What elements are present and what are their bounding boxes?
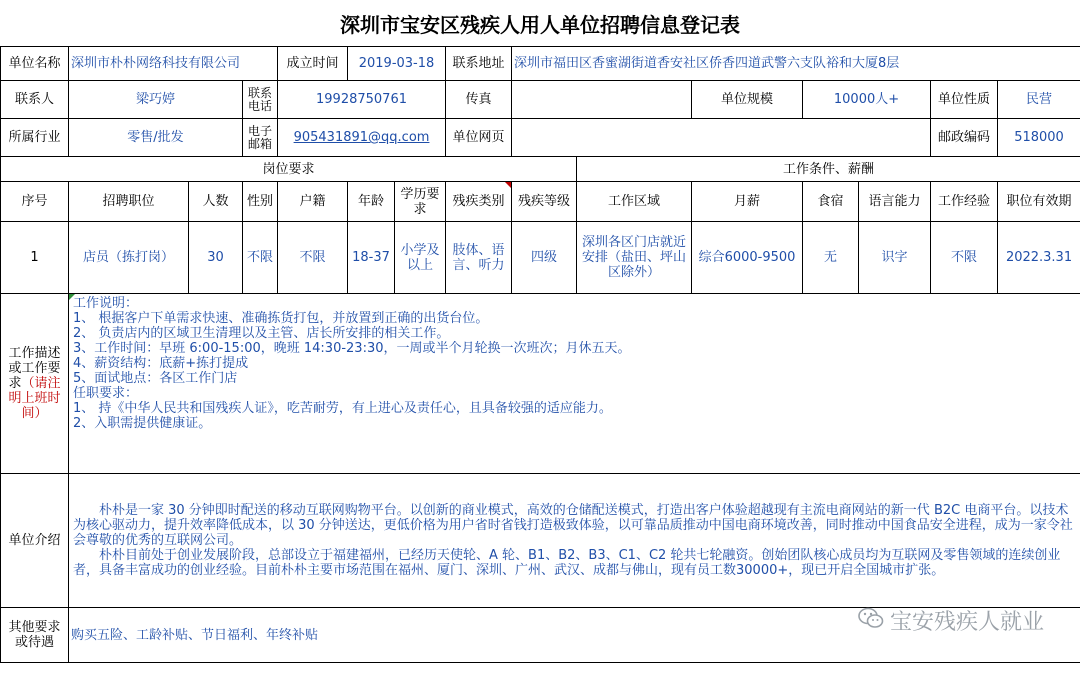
header-hukou: 户籍 (278, 182, 348, 222)
watermark (858, 605, 1044, 636)
unit-name-label: 单位名称 (1, 47, 69, 81)
job-language: 识字 (859, 222, 931, 294)
postcode-label: 邮政编码 (931, 119, 998, 157)
intro-paragraph: 朴朴目前处于创业发展阶段，总部设立于福建福州，已经历天使轮、A 轮、B1、B2、B3、C1、C2 轮共七轮融资。创始团队核心成员均为互联网及零售领域的连续创业者，具备丰富成功的创业经验。目前朴朴主要市场范围在福州、厦门、深圳、广州、武汉、成都与佛山，现有员工数30000+，现已开启全国城市扩张。 (73, 548, 1061, 578)
description-line: 2、入职需提供健康证。 (73, 416, 212, 431)
form-table (0, 46, 1080, 663)
phone-label: 联系电话 (243, 81, 278, 119)
header-position: 招聘职位 (69, 182, 189, 222)
contact-label: 联系人 (1, 81, 69, 119)
unit-name-value: 深圳市朴朴网络科技有限公司 (69, 47, 278, 81)
job-count: 30 (189, 222, 243, 294)
email-link[interactable]: 905431891@qq.com (293, 130, 430, 145)
watermark-text: 宝安残疾人就业 (889, 610, 1044, 635)
header-board: 食宿 (803, 182, 859, 222)
job-disability-level: 四级 (512, 222, 577, 294)
table-row (1, 222, 1080, 294)
job-gender: 不限 (243, 222, 278, 294)
header-disability-level: 残疾等级 (512, 182, 577, 222)
nature-label: 单位性质 (931, 81, 998, 119)
description-line: 任职要求： (73, 386, 139, 401)
header-area: 工作区域 (577, 182, 692, 222)
intro-content (69, 474, 1080, 608)
job-position: 店员（拣打岗） (69, 222, 189, 294)
header-disability-type: 残疾类别 (446, 182, 512, 222)
nature-value: 民营 (998, 81, 1080, 119)
website-label: 单位网页 (446, 119, 512, 157)
intro-paragraph: 朴朴是一家 30 分钟即时配送的移动互联网购物平台。以创新的商业模式，高效的仓储配送模式，打造出客户体验超越现有主流电商网站的新一代 B2C 电商平台。以技术为核心驱动力，提升效率降低成本，以 30 分钟送达，更低价格为用户省时省钱打造极致体验，以可靠品质推动中国电商环境改善，同时推动中国食品安全进程，成为一家令社会尊敬的优秀的互联网公司。 (73, 503, 1073, 548)
intro-label: 单位介绍 (1, 474, 69, 608)
row-sections (1, 157, 1080, 182)
job-salary: 综合6000-9500 (692, 222, 803, 294)
section-conditions: 工作条件、薪酬 (577, 157, 1080, 182)
job-hukou: 不限 (278, 222, 348, 294)
description-content (69, 294, 1080, 474)
header-valid-until: 职位有效期 (998, 182, 1080, 222)
other-value: 购买五险、工龄补贴、节日福利、年终补贴 (69, 608, 1080, 663)
header-age: 年龄 (348, 182, 395, 222)
row-unit-name (1, 47, 1080, 81)
row-contact (1, 81, 1080, 119)
job-education: 小学及以上 (395, 222, 446, 294)
job-board: 无 (803, 222, 859, 294)
description-line: 3、工作时间：早班 6:00-15:00，晚班 14:30-23:30，一周或半个月轮换一次班次；月休五天。 (73, 341, 631, 356)
phone-value: 19928750761 (278, 81, 446, 119)
header-language: 语言能力 (859, 182, 931, 222)
job-no: 1 (1, 222, 69, 294)
email-label: 电子邮箱 (243, 119, 278, 157)
job-age: 18-37 (348, 222, 395, 294)
fax-label: 传真 (446, 81, 512, 119)
contact-value: 梁巧婷 (69, 81, 243, 119)
fax-value (512, 81, 692, 119)
header-education: 学历要求 (395, 182, 446, 222)
description-line: 4、薪资结构：底薪+拣打提成 (73, 356, 249, 371)
address-label: 联系地址 (446, 47, 512, 81)
email-cell (278, 119, 446, 157)
address-value: 深圳市福田区香蜜湖街道香安社区侨香四道武警六支队裕和大厦8层 (512, 47, 1080, 81)
row-industry (1, 119, 1080, 157)
header-count: 人数 (189, 182, 243, 222)
description-label (1, 294, 69, 474)
industry-value: 零售/批发 (69, 119, 243, 157)
description-line: 1、 根据客户下单需求快速、准确拣货打包，并放置到正确的出货台位。 (73, 311, 489, 326)
scale-value: 10000人+ (803, 81, 931, 119)
description-line: 工作说明： (73, 296, 139, 311)
founded-value: 2019-03-18 (348, 47, 446, 81)
description-label-main: 工作描述或工作要求 (8, 346, 61, 391)
form-title: 深圳市宝安区残疾人用人单位招聘信息登记表 (340, 12, 740, 37)
job-valid-until: 2022.3.31 (998, 222, 1080, 294)
scale-label: 单位规模 (692, 81, 803, 119)
row-intro (1, 474, 1080, 608)
description-line: 1、 持《中华人民共和国残疾人证》，吃苦耐劳，有上进心及责任心，且具备较强的适应能力。 (73, 401, 612, 416)
header-experience: 工作经验 (931, 182, 998, 222)
header-no: 序号 (1, 182, 69, 222)
job-experience: 不限 (931, 222, 998, 294)
description-line: 2、 负责店内的区域卫生清理以及主管、店长所安排的相关工作。 (73, 326, 450, 341)
section-job-requirements: 岗位要求 (1, 157, 577, 182)
row-description (1, 294, 1080, 474)
header-salary: 月薪 (692, 182, 803, 222)
wechat-icon (858, 607, 884, 634)
postcode-value: 518000 (998, 119, 1080, 157)
job-disability-type: 肢体、语言、听力 (446, 222, 512, 294)
header-gender: 性别 (243, 182, 278, 222)
description-label-note: （请注明上班时间） (8, 376, 61, 421)
row-headers (1, 182, 1080, 222)
job-area: 深圳各区门店就近安排（盐田、坪山区除外） (577, 222, 692, 294)
description-line: 5、面试地点：各区工作门店 (73, 371, 238, 386)
other-label: 其他要求或待遇 (1, 608, 69, 663)
industry-label: 所属行业 (1, 119, 69, 157)
website-value (512, 119, 931, 157)
founded-label: 成立时间 (278, 47, 348, 81)
